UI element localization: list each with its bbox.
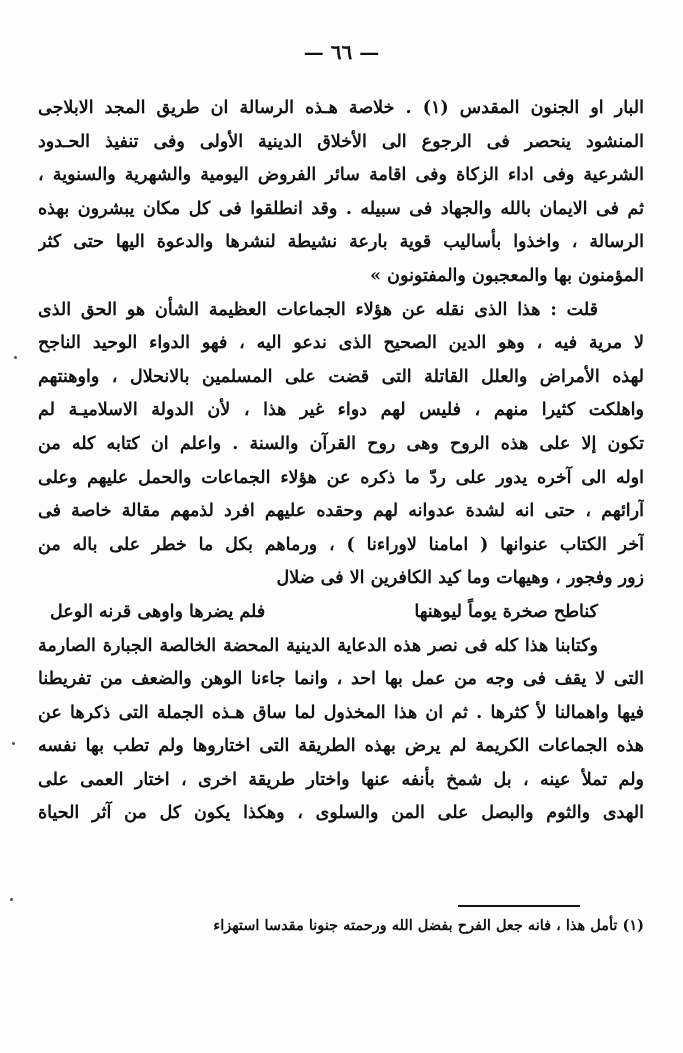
text-line: لا مرية فيه ، وهو الدين الصحيح الذى ندعو اليه ، فهو الدواء الوحيد الناجح [38, 333, 644, 354]
footnote-separator [458, 905, 580, 907]
text-line: هذه الجماعات الكريمة لم يرض بهذه الطريقة التى اختاروها ولم تطب بها نفسه [38, 736, 644, 757]
text-line: آخر الكتاب عنوانها ( امامنا لاوراءنا ) ، ورماهم بكل ما خطر على باله من [38, 534, 644, 555]
text-line: الشرعية وفى اداء الزكاة وفى اقامة سائر الفروض اليومية والشهرية والسنوية ، [38, 165, 644, 186]
page-number: — ٦٦ — [303, 40, 380, 64]
text-line: آرائهم ، حتى انه لشدة عدوانه لهم وحقده عليهم افرد لذمهم مقالة خاصة فى [38, 501, 644, 522]
text-line: المؤمنون بها والمعجبون والمفتونون » [370, 265, 644, 286]
verse-second-hemistich: فلم يضرها واوهى قرنه الوعل [50, 601, 266, 622]
verse-first-hemistich: كناطح صخرة يوماً ليوهنها [414, 601, 598, 622]
text-line: ولم تملأ عينه ، بل شمخ بأنفه عنها واختار طريقة اخرى ، اختار العمى على [38, 769, 644, 790]
scan-speck [14, 356, 17, 359]
text-line: زور وفجور ، وهيهات وما كيد الكافرين الا فى ضلال [276, 568, 644, 589]
text-line: الرسالة ، واخذوا بأساليب قوية بارعة نشيطة لنشرها والدعوة اليها حتى كثر [38, 232, 644, 253]
text-line: فيها واهمالنا لأ كثرها . ثم ان هذا المخذول لما ساق هـذه الجملة التى ذكرها عن [38, 702, 644, 723]
text-line: البار او الجنون المقدس (١) . خلاصة هـذه الرسالة ان طريق المجد الابلاجى [38, 98, 644, 118]
text-line: قلت : هذا الذى نقله عن هؤلاء الجماعات العظيمة الشأن هو الحق الذى [38, 299, 598, 320]
text-line: واهلكت كثيرا منهم ، فليس لهم دواء غير هذا ، لأن الدولة الاسلاميـة لم [38, 400, 644, 421]
main-text [38, 92, 644, 831]
text-line: ثم فى الايمان بالله والجهاد فى سبيله . وقد انطلقوا فى كل مكان يبشرون بهذه [38, 198, 644, 219]
text-line: وكتابنا هذا كله فى نصر هذه الدعاية الدينية المحضة الخالصة الجبارة الصارمة [38, 635, 598, 656]
text-line: اوله الى آخره يدور على ردّ ما ذكره عن هؤلاء الجماعات والحمل عليهم وعلى [38, 467, 644, 488]
footnote: (١) تأمل هذا ، فانه جعل الفرح بفضل الله ورحمته جنونا مقدسا استهزاء [213, 917, 644, 934]
text-line: الهدى والثوم والبصل على المن والسلوى ، وهكذا يكون كل من آثر الحياة [38, 803, 644, 824]
scan-speck [12, 742, 15, 745]
text-line: التى لا يقف فى وجه من عمل بها احد ، وانما جاءنا الوهن والضعف من تفريطنا [38, 669, 644, 690]
text-line: المنشود ينحصر فى الرجوع الى الأخلاق الدينية الأولى وفى تنفيذ الحـدود [38, 131, 644, 152]
text-line: لهذه الأمراض والعلل القاتلة التى قضت على المسلمين بالانحلال ، واوهنتهم [38, 366, 644, 387]
scan-speck [10, 898, 13, 901]
text-line: تكون إلا على هذه الروح وهى روح القرآن والسنة . واعلم ان كتابه كله من [38, 433, 644, 454]
poetry-verse [38, 596, 644, 630]
